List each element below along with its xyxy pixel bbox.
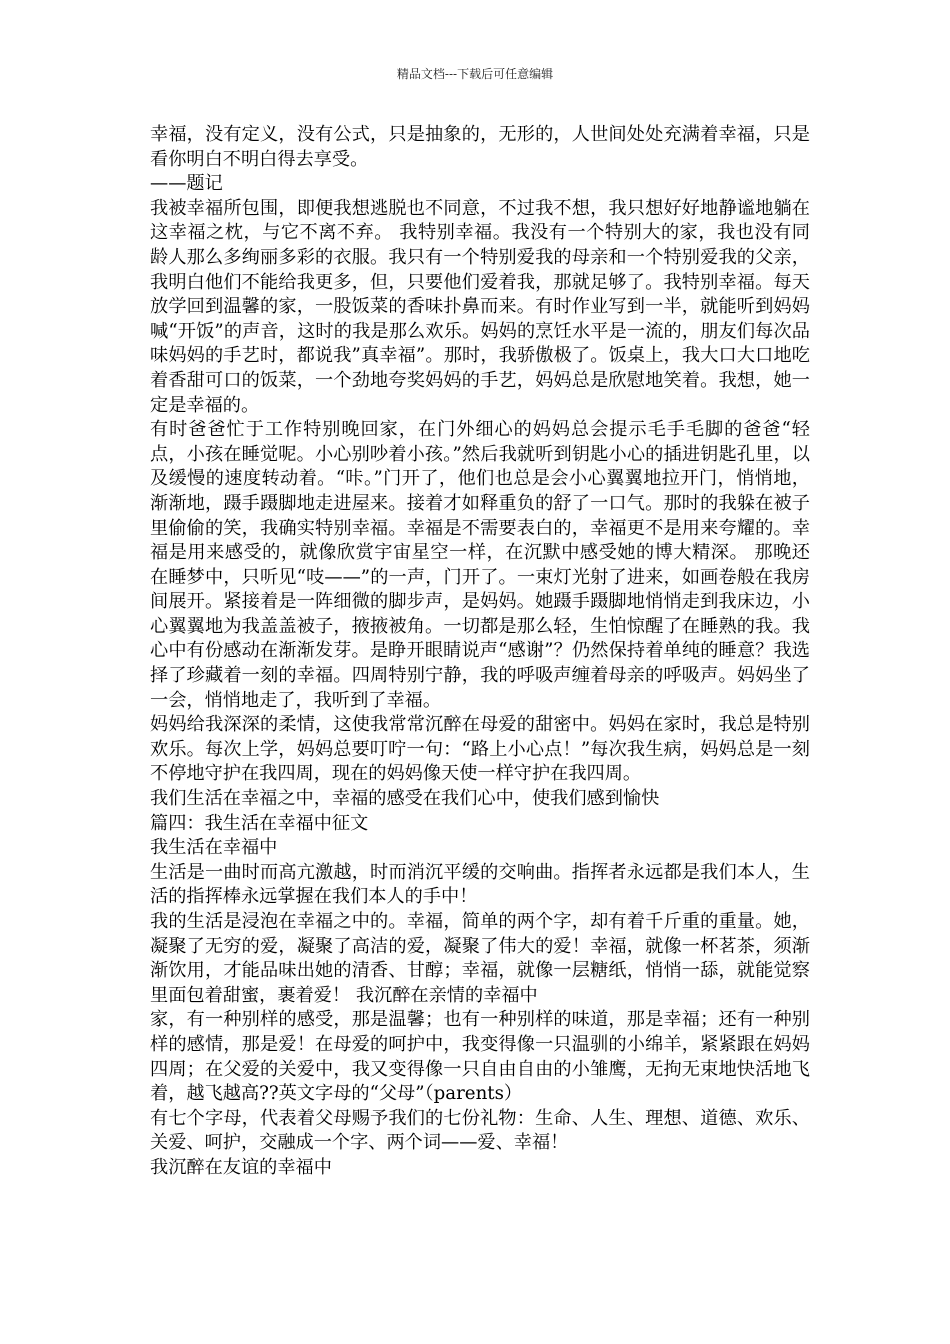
document-body bbox=[150, 123, 810, 1181]
paragraph: 妈妈给我深深的柔情，这使我常常沉醉在母爱的甜密中。妈妈在家时，我总是特别欢乐。每次上学，妈妈总要叮咛一句：“路上小心点！”每次我生病，妈妈总是一刻不停地守护在我四周，现在的妈妈像天使一样守护在我四周。 bbox=[150, 714, 810, 785]
paragraph: 我的生活是浸泡在幸福之中的。幸福，简单的两个字，却有着千斤重的重量。她，凝聚了无穷的爱，凝聚了高洁的爱，凝聚了伟大的爱！幸福，就像一杯茗茶，须渐渐饮用，才能品味出她的清香、甘醇；幸福，就像一层糖纸，悄悄一舔，就能觉察里面包着甜蜜，裹着爱！ 我沉醉在亲情的幸福中 bbox=[150, 911, 810, 1006]
paragraph: 生活是一曲时而高亢激越，时而消沉平缓的交响曲。指挥者永远都是我们本人，生活的指挥棒永远掌握在我们本人的手中！ bbox=[150, 861, 810, 908]
paragraph-epigraph: 幸福，没有定义，没有公式，只是抽象的，无形的，人世间处处充满着幸福，只是看你明白不明白得去享受。 bbox=[150, 124, 810, 170]
paragraph: 家，有一种别样的感受，那是温馨；也有一种别样的味道，那是幸福；还有一种别样的感情，那是爱！在母爱的呵护中，我变得像一只温驯的小绵羊，紧紧跟在妈妈四周；在父爱的关爱中，我又变得像一只自由自由的小雏鹰，无拘无束地快活地飞着，越飞越高??英文字母的“父母”（parents） bbox=[150, 1009, 810, 1105]
paragraph: 我被幸福所包围，即便我想逃脱也不同意，不过我不想，我只想好好地静谧地躺在这幸福之枕，与它不离不弃。 我特别幸福。我没有一个特别大的家，我也没有同龄人那么多绚丽多彩的衣服。我只有一个特别爱我的母亲和一个特别爱我的父亲，我明白他们不能给我更多，但，只要他们爱着我，那就足够了。我特别幸福。每天放学回到温馨的家，一股饭菜的香味扑鼻而来。有时作业写到一半，就能听到妈妈喊“开饭”的声音，这时的我是那么欢乐。妈妈的烹饪水平是一流的，朋友们每次品味妈妈的手艺时，都说我”真幸福”。那时，我骄傲极了。饭桌上，我大口大口地吃着香甜可口的饭菜，一个劲地夸奖妈妈的手艺，妈妈总是欣慰地笑着。我想，她一定是幸福的。 bbox=[150, 197, 810, 416]
paragraph: 有时爸爸忙于工作特别晚回家，在门外细心的妈妈总会提示毛手毛脚的爸爸“轻点，小孩在睡觉呢。小心别吵着小孩。”然后我就听到钥匙小心的插进钥匙孔里，以及缓慢的速度转动着。“咔。”门开了，他们也总是会小心翼翼地拉开门，悄悄地，渐渐地，蹑手蹑脚地走进屋来。接着才如释重负的舒了一口气。那时的我躲在被子里偷偷的笑，我确实特别幸福。幸福是不需要表白的，幸福更不是用来夸耀的。幸福是用来感受的，就像欣赏宇宙星空一样，在沉默中感受她的博大精深。 那晚还在睡梦中，只听见“吱——”的一声，门开了。一束灯光射了进来，如画卷般在我房间展开。紧接着是一阵细微的脚步声，是妈妈。她蹑手蹑脚地悄悄走到我床边，小心翼翼地为我盖盖被子，掖掖被角。一切都是那么轻，生怕惊醒了在睡熟的我。我心中有份感动在渐渐发芽。是睁开眼睛说声“感谢”？仍然保持着单纯的睡意？我选择了珍藏着一刻的幸福。四周特别宁静，我的呼吸声缠着母亲的呼吸声。妈妈坐了一会，悄悄地走了，我听到了幸福。 bbox=[150, 419, 810, 711]
paragraph: 我们生活在幸福之中，幸福的感受在我们心中，使我们感到愉快 bbox=[150, 788, 660, 810]
paragraph-epigraph-attribution: ——题记 bbox=[150, 173, 223, 195]
paragraph: 有七个字母，代表着父母赐予我们的七份礼物：生命、人生、理想、道德、欢乐、关爱、呵护，交融成一个字、两个词——爱、幸福！ bbox=[150, 1107, 810, 1154]
section-heading: 篇四：我生活在幸福中征文 bbox=[150, 812, 369, 834]
essay-title: 我生活在幸福中 bbox=[150, 837, 278, 859]
subsection-heading: 我沉醉在友谊的幸福中 bbox=[150, 1156, 332, 1178]
page-header: 精品文档---下载后可任意编辑 bbox=[396, 67, 554, 81]
